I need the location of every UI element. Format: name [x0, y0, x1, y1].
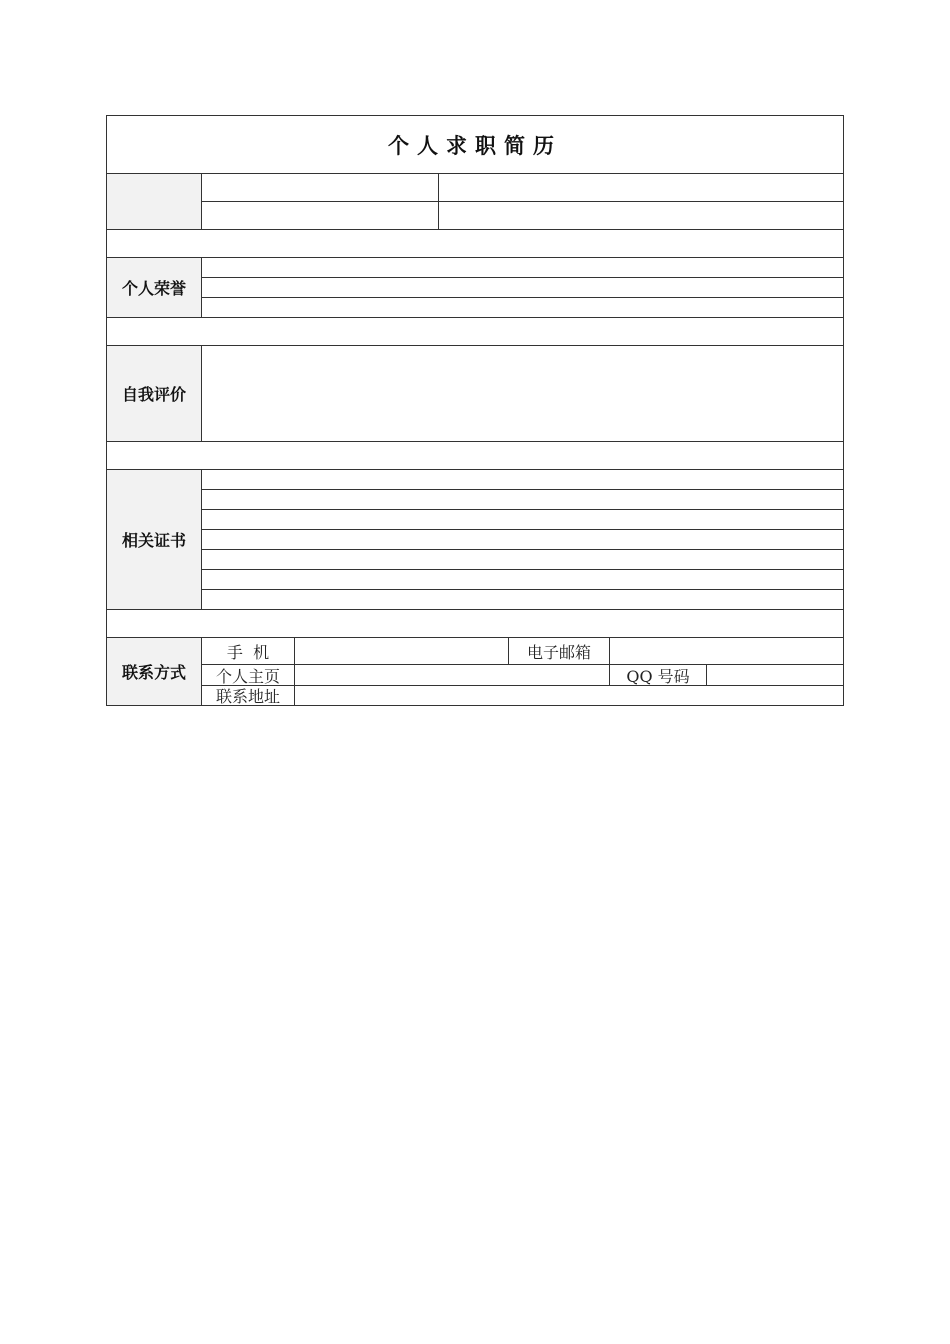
certificate-line-7[interactable]: [202, 590, 843, 609]
address-label: 联系地址: [215, 687, 280, 706]
certificate-line-4[interactable]: [202, 530, 843, 549]
phone-field[interactable]: [295, 638, 508, 664]
basic-info-field-4[interactable]: [439, 202, 843, 229]
spacer-row: [107, 442, 843, 469]
contact-label: 联系方式: [121, 663, 186, 682]
qq-label: QQ 号码: [626, 666, 690, 686]
honors-line-2[interactable]: [202, 278, 843, 297]
certificate-line-1[interactable]: [202, 470, 843, 489]
honors-line-3[interactable]: [202, 298, 843, 317]
certificate-line-3[interactable]: [202, 510, 843, 529]
self-evaluation-field[interactable]: [202, 346, 843, 441]
honors-line-1[interactable]: [202, 258, 843, 277]
homepage-label: 个人主页: [215, 666, 280, 686]
email-field[interactable]: [610, 638, 843, 664]
basic-info-field-2[interactable]: [439, 174, 843, 201]
basic-info-field-3[interactable]: [202, 202, 438, 229]
certificate-line-5[interactable]: [202, 550, 843, 569]
resume-table: [106, 115, 844, 706]
self-evaluation-label: 自我评价: [121, 385, 186, 404]
certificate-line-2[interactable]: [202, 490, 843, 509]
spacer-row: [107, 318, 843, 345]
basic-info-field-1[interactable]: [202, 174, 438, 201]
resume-title: 个人求职简历: [388, 132, 562, 158]
homepage-field[interactable]: [295, 665, 609, 685]
qq-field[interactable]: [707, 665, 843, 685]
address-field[interactable]: [295, 686, 843, 705]
photo-cell: [107, 174, 201, 229]
email-label: 电子邮箱: [526, 642, 591, 662]
certificates-label: 相关证书: [121, 531, 186, 550]
spacer-row: [107, 610, 843, 637]
honors-label: 个人荣誉: [121, 279, 186, 298]
certificate-line-6[interactable]: [202, 570, 843, 589]
spacer-row: [107, 230, 843, 257]
phone-label: 手 机: [226, 642, 270, 662]
